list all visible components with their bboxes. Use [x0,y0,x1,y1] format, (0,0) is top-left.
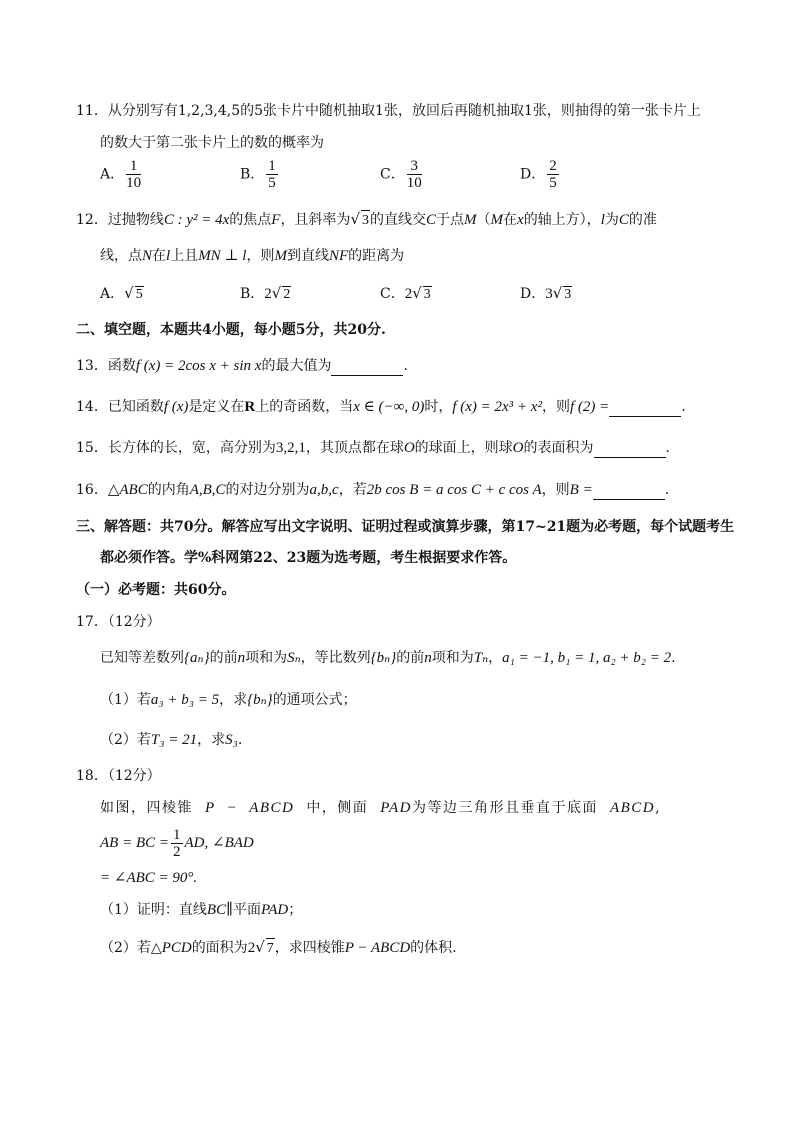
sqrt-icon: √ [255,938,265,956]
section-heading-solutions-line2: 都必须作答。学%科网第22、23题为选考题，考生根据要求作答。 [100,550,517,566]
q12-option-c[interactable]: C．2√ 3 [380,284,431,302]
sqrt-icon: √ [124,284,134,302]
fraction: $\frac{1}{2}$ [173,826,181,860]
q11-line2: 的数大于第二张卡片上的数的概率为 [100,135,324,151]
option-label: C． [380,166,405,183]
answer-blank[interactable] [594,443,666,458]
q18-part1: （1）证明：直线BC∥平面PAD； [100,902,303,918]
answer-blank[interactable] [593,485,665,500]
sqrt-icon: √ [271,284,282,302]
q13: 13．函数f (x) = 2cos x + sin x的最大值为 . [76,358,408,374]
q11-option-a[interactable] [100,158,143,191]
fraction: $\frac{1}{5}$ [268,158,276,191]
sqrt-icon: √ [412,284,422,302]
q12-line1: 12．过抛物线C : y² = 4x的焦点F，且斜率为√ 3的直线交C于点M（M在x的轴上方），l为C的准 [76,209,657,231]
answer-blank[interactable] [609,402,681,417]
fraction: $\frac{1}{10}$ [126,158,142,191]
q17-part1: （1）若a₃ + b₃ = 5，求{bₙ}的通项公式； [100,692,357,708]
q12-option-a[interactable]: A．√ 5 [100,284,143,302]
q11-option-c[interactable] [380,158,424,191]
q11-line1: 11．从分别写有1,2,3,4,5的5张卡片中随机抽取1张，放回后再随机抽取1张，则抽得的第一张卡片上 [76,103,701,119]
q18-heading: 18．（12分） [76,768,161,784]
q18-line1: 如图，四棱锥 P − ABCD 中，侧面 PAD为等边三角形且垂直于底面 ABCD, [100,800,662,816]
sqrt-icon: √ [552,284,563,302]
q14: 14．已知函数f (x)是定义在R上的奇函数，当x ∈ (−∞, 0)时，f (x) = 2x³ + x²，则f (2) = . [76,399,686,415]
q12-option-b[interactable]: B．2√ 2 [240,284,291,302]
q18-line3: = ∠ABC = 90°. [100,870,198,886]
section-heading-fill-in: 二、填空题，本题共4小题，每小题5分，共20分. [76,322,386,338]
q12-line2: 线，点N在l上且MN ⊥ l，则M到直线NF的距离为 [100,248,405,264]
q16: 16．△ABC的内角A,B,C的对边分别为a,b,c，若2b cos B = a cos C + c cos A，则B = . [76,482,670,498]
q18-line2: AB = BC = $\frac{1}{2}$ AD, ∠BAD [100,826,254,860]
q11-option-d[interactable] [520,158,561,191]
q12-option-d[interactable]: D．3√ 3 [520,284,572,302]
q18-part2: （2）若△PCD的面积为2√ 7，求四棱锥P − ABCD的体积. [100,937,457,959]
q11-option-b[interactable] [240,158,280,191]
section-heading-solutions: 三、解答题：共70分。解答应写出文字说明、证明过程或演算步骤，第17~21题为必考题，每个试题考生 [76,519,735,535]
option-label: A． [100,166,125,183]
option-label: B． [240,166,265,183]
q17-stem: 已知等差数列{aₙ}的前n项和为Sₙ，等比数列{bₙ}的前n项和为Tₙ，a₁ = −1, b₁ = 1, a₂ + b₂ = 2. [100,650,676,666]
required-part-heading: （一）必考题：共60分。 [76,582,236,598]
fraction: $\frac{3}{10}$ [406,158,422,191]
fraction: $\frac{2}{5}$ [549,158,557,191]
q17-heading: 17．（12分） [76,614,161,630]
option-label: D． [520,166,546,183]
q15: 15．长方体的长，宽，高分别为3,2,1，其顶点都在球O的球面上，则球O的表面积为 . [76,440,670,456]
answer-blank[interactable] [331,361,403,376]
q17-part2: （2）若T₃ = 21，求S₃. [100,732,243,748]
